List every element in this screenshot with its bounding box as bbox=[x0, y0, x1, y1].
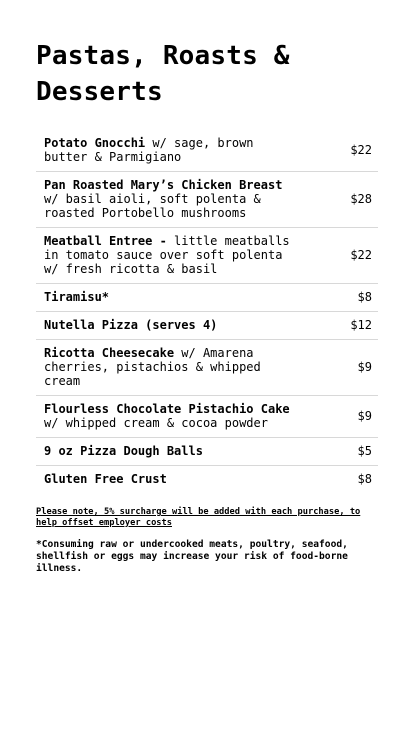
menu-item-price: $9 bbox=[357, 409, 372, 423]
menu-item-name: Ricotta Cheesecake bbox=[44, 346, 175, 360]
menu-item-name: Gluten Free Crust bbox=[44, 472, 167, 486]
menu-item-name: Meatball Entree - bbox=[44, 234, 167, 248]
menu-item-name: Tiramisu* bbox=[44, 290, 110, 304]
menu-item-price: $5 bbox=[357, 444, 372, 458]
menu-item-pizza-dough-balls bbox=[36, 438, 378, 466]
footnotes bbox=[36, 507, 378, 575]
menu-item-description bbox=[44, 234, 299, 276]
menu-item-chocolate-pistachio-cake bbox=[36, 396, 378, 438]
menu-item-description bbox=[44, 290, 299, 304]
menu-item-detail: w/ sage, brown butter & Parmigiano bbox=[44, 136, 254, 164]
raw-food-warning: *Consuming raw or undercooked meats, poultry, seafood, shellfish or eggs may increase your risk of food-borne illness. bbox=[36, 539, 348, 574]
menu-item-name: Pan Roasted Mary’s Chicken Breast bbox=[44, 178, 283, 192]
menu-item-gluten-free-crust bbox=[36, 466, 378, 493]
menu-item-description bbox=[44, 178, 299, 220]
menu-list bbox=[36, 130, 378, 493]
page-title: Pastas, Roasts & Desserts bbox=[36, 41, 290, 107]
menu-item-name: Flourless Chocolate Pistachio Cake bbox=[44, 402, 290, 416]
menu-item-price: $8 bbox=[357, 472, 372, 486]
menu-item-name: Potato Gnocchi bbox=[44, 136, 146, 150]
menu-item-description bbox=[44, 318, 299, 332]
menu-item-detail: w/ Amarena cherries, pistachios & whipped cream bbox=[44, 346, 261, 388]
menu-item-price: $22 bbox=[350, 248, 372, 262]
menu-item-price: $28 bbox=[350, 192, 372, 206]
menu-item-price: $8 bbox=[357, 290, 372, 304]
menu-item-price: $12 bbox=[350, 318, 372, 332]
menu-item-description bbox=[44, 444, 299, 458]
menu-item-chicken-breast bbox=[36, 172, 378, 228]
menu-item-detail: w/ whipped cream & cocoa powder bbox=[44, 416, 268, 430]
menu-item-price: $9 bbox=[357, 360, 372, 374]
menu-item-potato-gnocchi bbox=[36, 130, 378, 172]
menu-item-description bbox=[44, 472, 299, 486]
menu-item-description bbox=[44, 136, 299, 164]
menu-item-name: Nutella Pizza (serves 4) bbox=[44, 318, 218, 332]
menu-item-description bbox=[44, 346, 299, 388]
menu-item-price: $22 bbox=[350, 143, 372, 157]
menu-item-nutella-pizza bbox=[36, 312, 378, 340]
menu-item-name: 9 oz Pizza Dough Balls bbox=[44, 444, 203, 458]
menu-item-description bbox=[44, 402, 299, 430]
menu-item-detail: little meatballs in tomato sauce over soft polenta w/ fresh ricotta & basil bbox=[44, 234, 290, 276]
menu-item-detail: w/ basil aioli, soft polenta & roasted Portobello mushrooms bbox=[44, 192, 261, 220]
surcharge-note: Please note, 5% surcharge will be added with each purchase, to help offset employer costs bbox=[36, 507, 361, 528]
menu-item-meatball-entree bbox=[36, 228, 378, 284]
menu-item-tiramisu bbox=[36, 284, 378, 312]
menu-item-ricotta-cheesecake bbox=[36, 340, 378, 396]
